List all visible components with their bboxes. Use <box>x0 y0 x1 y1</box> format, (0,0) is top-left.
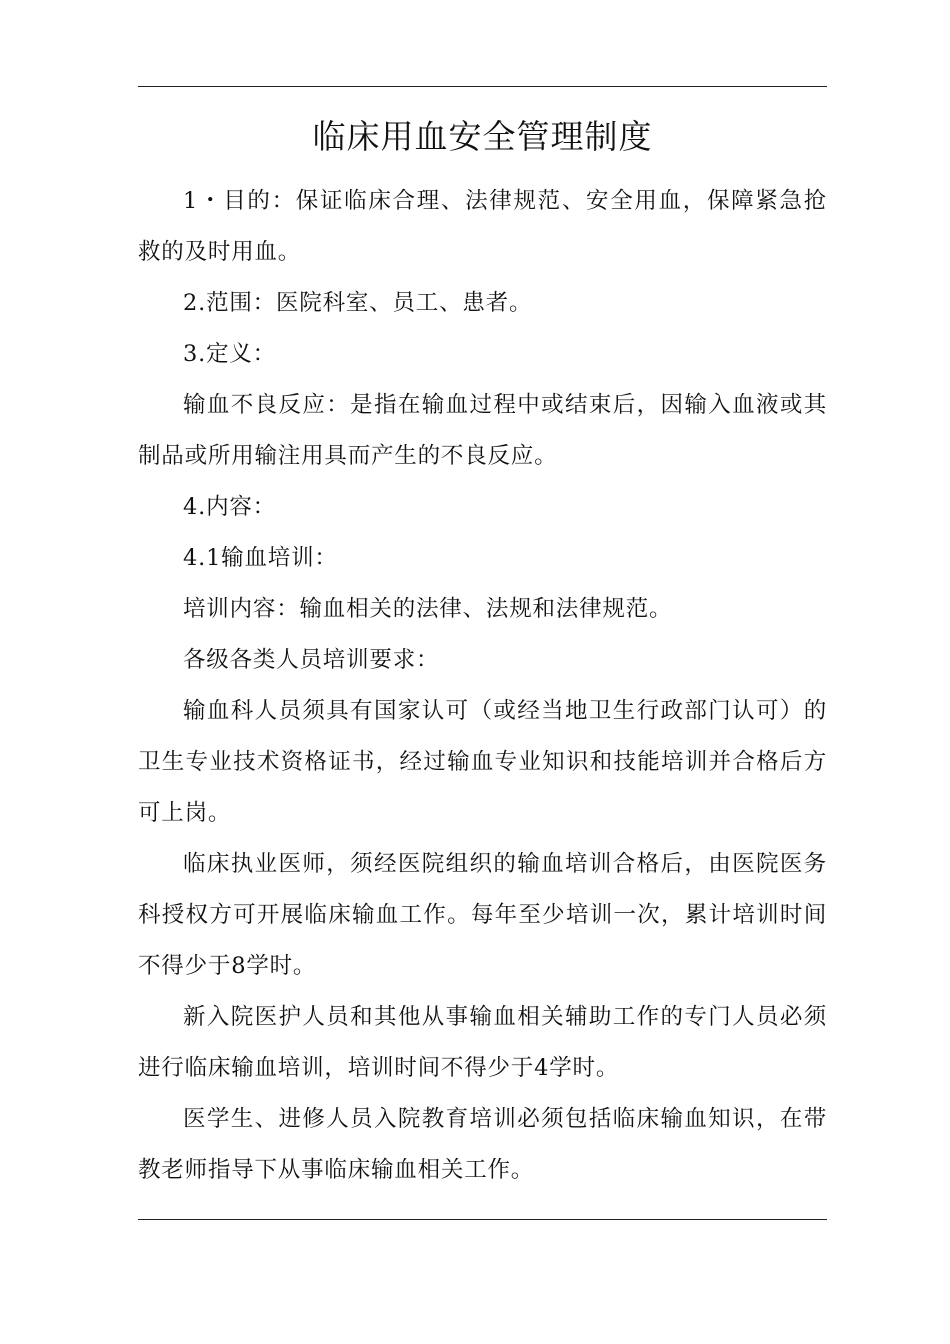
paragraph-purpose: 1・目的：保证临床合理、法律规范、安全用血，保障紧急抢救的及时用血。 <box>138 188 827 265</box>
paragraph-clinical-physicians: 临床执业医师，须经医院组织的输血培训合格后，由医院医务科授权方可开展临床输血工作。每年至少培训一次，累计培训时间不得少于8学时。 <box>138 851 827 979</box>
paragraph-blood-dept-staff: 输血科人员须具有国家认可（或经当地卫生行政部门认可）的卫生专业技术资格证书，经过输血专业知识和技能培训并合格后方可上岗。 <box>138 698 827 826</box>
paragraph-definition: 输血不良反应：是指在输血过程中或结束后，因输入血液或其制品或所用输注用具而产生的不良反应。 <box>138 392 827 469</box>
paragraph-training-heading: 4.1输血培训： <box>183 545 338 571</box>
paragraph-scope: 2.范围：医院科室、员工、患者。 <box>183 290 533 316</box>
paragraph-training-requirements: 各级各类人员培训要求： <box>183 647 440 673</box>
document-body <box>138 176 827 1196</box>
page-title: 临床用血安全管理制度 <box>312 117 653 156</box>
paragraph-content-heading: 4.内容： <box>183 494 276 520</box>
paragraph-students: 医学生、进修人员入院教育培训必须包括临床输血知识，在带教老师指导下从事临床输血相关工作。 <box>138 1106 827 1183</box>
paragraph-new-staff: 新入院医护人员和其他从事输血相关辅助工作的专门人员必须进行临床输血培训，培训时间不得少于4学时。 <box>138 1004 827 1081</box>
paragraph-training-content: 培训内容：输血相关的法律、法规和法律规范。 <box>183 596 673 622</box>
header-rule <box>138 86 827 87</box>
footer-rule <box>138 1219 827 1220</box>
paragraph-definition-heading: 3.定义： <box>183 341 276 367</box>
